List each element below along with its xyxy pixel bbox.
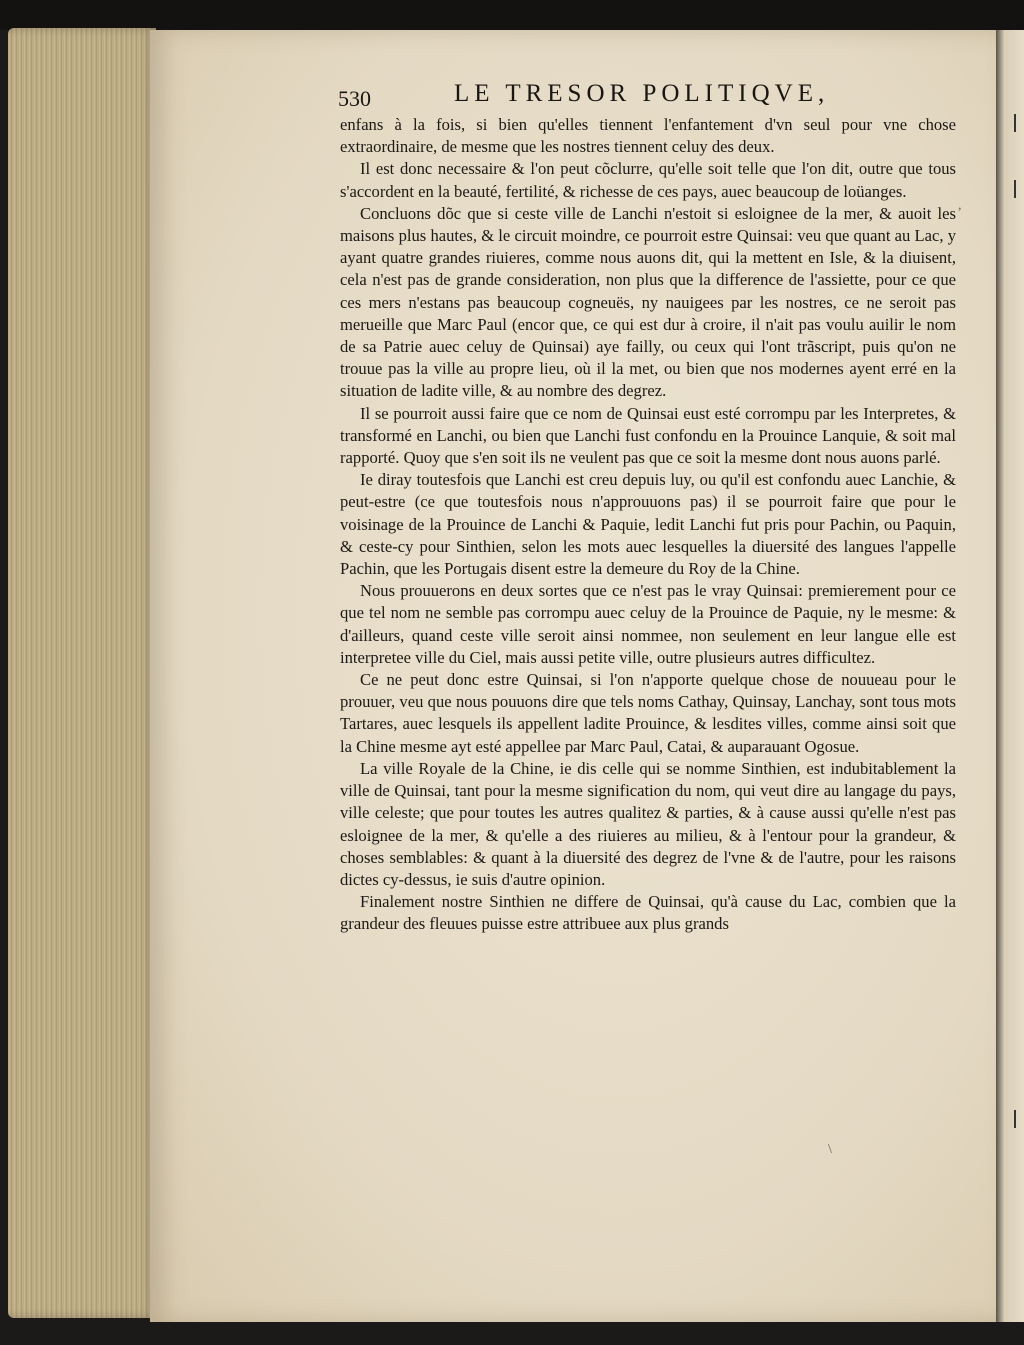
marginal-mark: ,	[958, 198, 962, 213]
paragraph-6: Nous prouuerons en deux sortes que ce n'est pas le vray Quinsai: premierement pour ce que tel nom ne semble pas corrompu auec celuy de la Prouince de Paquie, ny le mesme: & d'ailleurs, quand ceste ville seroit ainsi nommee, non seulement en leur langue elle est interpretee ville du Ciel, mais aussi petite ville, outre plusieurs autres difficultez.	[340, 581, 956, 667]
paragraph-7: Ce ne peut donc estre Quinsai, si l'on n'apporte quelque chose de nouueau pour le prouuer, veu que nous pouuons dire que tels noms Cathay, Quinsay, Lanchay, sont tous mots Tartares, auec lesquels ils appellent ladite Prouince, & lesdites villes, comme ainsi soit que la Chine mesme ayt esté appellee par Marc Paul, Catai, & auparauant Ogosue.	[340, 670, 956, 756]
running-head: LE TRESOR POLITIQVE,	[454, 80, 830, 107]
paragraph-2: Il est donc necessaire & l'on peut cõclurre, qu'elle soit telle que l'on dit, outre que tous s'accordent en la beauté, fertilité, & richesse de ces pays, auec beaucoup de loüanges.	[340, 159, 956, 201]
marginal-mark: \	[828, 1142, 832, 1157]
page-number: 530	[338, 86, 371, 111]
page-edges	[8, 28, 156, 1318]
paragraph-8: La ville Royale de la Chine, ie dis celle qui se nomme Sinthien, est indubitablement la ville de Quinsai, tant pour la mesme signification du nom, qui veut dire au langage du pays, ville celeste; que pour toutes les autres qualitez & parties, & à cause aussi qu'elle n'est pas esloignee de la mer, & qu'elle a des riuieres au milieu, & à l'entour pour la grandeur, & choses semblables: & quant à la diuersité des degrez de l'vne & de l'autre, pour les raisons dictes cy-dessus, ie suis d'autre opinion.	[340, 758, 956, 889]
paragraph-3: Concluons dõc que si ceste ville de Lanchi n'estoit si esloignee de la mer, & auoit les maisons plus hautes, & le circuit moindre, ce pourroit estre Quinsai: veu que quant au Lac, y ayant quatre grandes riuieres, comme nous auons dit, qui la mettent en Isle, & la diuisent, cela n'est pas de grande consideration, non plus que la difference de l'assiette, pour ce que ces mers n'estans pas beaucoup cogneuës, ny nauigees par les nostres, ce ne seroit pas merueille que Marc Paul (encor que, ce qui est dur à croire, il n'ait pas voulu auilir le nom de sa Patrie auec celuy de Quinsai) aye failly, ou ceux qui l'ont trãscript, puis qu'on ne trouue pas la ville au propre lieu, où il la met, ou bien que nos modernes ayent erré en la situation de ladite ville, & au nombre des degrez.	[340, 203, 956, 401]
scanner-background	[0, 0, 1024, 30]
paragraph-5: Ie diray toutesfois que Lanchi est creu depuis luy, ou qu'il est confondu auec Lanchie, & peut-estre (ce que toutesfois nous n'approuuons pas) il se pourroit faire que pour le voisinage de la Prouince de Lanchi & Paquie, ledit Lanchi fut pris pour Pachin, ou Paquin, & ceste-cy pour Sinthien, selon les mots auec lesquelles la diuersité des langues l'appelle Pachin, que les Portugais disent estre la demeure du Roy de la Chine.	[340, 470, 956, 579]
paragraph-4: Il se pourroit aussi faire que ce nom de Quinsai eust esté corrompu par les Interpretes, & transformé en Lanchi, ou bien que Lanchi fust confondu en la Prouince Lanquie, & soit mal rapporté. Quoy que s'en soit ils ne veulent pas que ce soit la mesme dont nous auons parlé.	[340, 403, 956, 468]
right-page-sliver	[996, 30, 1024, 1322]
body-text	[340, 114, 956, 936]
paragraph-1: enfans à la fois, si bien qu'elles tiennent l'enfantement d'vn seul pour vne chose extraordinaire, de mesme que les nostres tiennent celuy des deux.	[340, 115, 956, 157]
paragraph-9: Finalement nostre Sinthien ne differe de Quinsai, qu'à cause du Lac, combien que la grandeur des fleuues puisse estre attribuee aux plus grands	[340, 892, 956, 934]
